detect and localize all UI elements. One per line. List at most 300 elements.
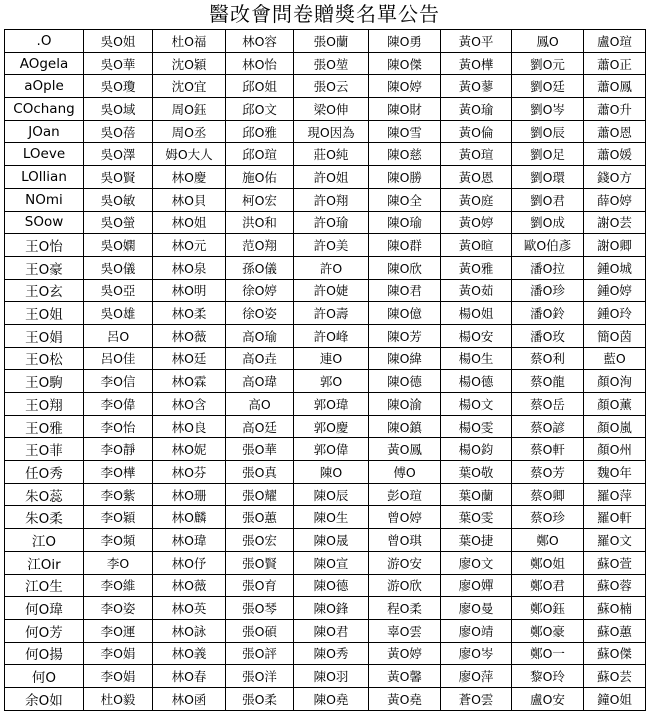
- winner-name-cell: 莊O純: [294, 143, 369, 166]
- winner-name-cell: 李O靜: [84, 438, 153, 461]
- table-row: [5, 256, 646, 279]
- winner-name-cell: 黃O暄: [441, 234, 512, 257]
- winner-name-cell: 姆O大人: [153, 143, 226, 166]
- winner-name-cell: 陳O全: [369, 188, 441, 211]
- table-row: [5, 370, 646, 393]
- winner-name-cell: 陳O瑜: [369, 211, 441, 234]
- winner-name-cell: 劉O廷: [512, 75, 584, 98]
- page-title: 醫改會問卷贈獎名單公告: [209, 2, 440, 26]
- table-row: [5, 597, 646, 620]
- winner-name-cell: 鳳O: [512, 30, 584, 53]
- winner-name-cell: LOeve: [5, 143, 84, 166]
- winner-name-cell: 顏O洵: [584, 370, 646, 393]
- winner-name-cell: 江O: [5, 529, 84, 552]
- winner-name-cell: 張O華: [226, 438, 294, 461]
- winner-name-cell: 邱O姐: [226, 75, 294, 98]
- winner-name-cell: 李O頻: [84, 529, 153, 552]
- winner-name-cell: 施O佑: [226, 166, 294, 189]
- winner-name-cell: 李O娟: [84, 642, 153, 665]
- winner-name-cell: 陳O羽: [294, 665, 369, 688]
- winner-name-cell: 王O怡: [5, 234, 84, 257]
- winner-name-cell: 潘O玫: [512, 324, 584, 347]
- winner-name-cell: 魏O年: [584, 461, 646, 484]
- winner-name-cell: 何O芳: [5, 619, 84, 642]
- winner-name-cell: 葉O雯: [441, 506, 512, 529]
- winner-name-cell: 廖O嬋: [441, 574, 512, 597]
- winner-name-cell: 王O翔: [5, 393, 84, 416]
- winner-name-cell: 陳O慈: [369, 143, 441, 166]
- winner-name-cell: 顏O州: [584, 438, 646, 461]
- table-row: [5, 642, 646, 665]
- winner-name-cell: 劉O足: [512, 143, 584, 166]
- winner-name-cell: 李O運: [84, 619, 153, 642]
- winner-name-cell: 江O生: [5, 574, 84, 597]
- winner-name-cell: 王O豪: [5, 256, 84, 279]
- winner-name-cell: 邱O雅: [226, 120, 294, 143]
- winner-name-cell: 陳O生: [294, 506, 369, 529]
- winner-name-cell: 吳O域: [84, 98, 153, 121]
- table-row: [5, 143, 646, 166]
- winner-name-cell: 李O樺: [84, 461, 153, 484]
- winner-name-cell: 杜O毅: [84, 687, 153, 710]
- winner-name-cell: 張O真: [226, 461, 294, 484]
- winner-name-cell: 鍾O玲: [584, 302, 646, 325]
- winner-name-cell: 蘇O傑: [584, 642, 646, 665]
- winner-name-cell: 徐O姿: [226, 302, 294, 325]
- winner-name-cell: 李O紫: [84, 483, 153, 506]
- winner-name-cell: 楊O文: [441, 393, 512, 416]
- table-row: [5, 665, 646, 688]
- winner-name-cell: 楊O雯: [441, 415, 512, 438]
- winner-name-cell: 林O英: [153, 597, 226, 620]
- winner-name-cell: 朱O柔: [5, 506, 84, 529]
- winner-name-cell: 陳O德: [369, 370, 441, 393]
- winner-name-cell: 曾O琪: [369, 529, 441, 552]
- winner-name-cell: 吳O雄: [84, 302, 153, 325]
- winner-name-cell: 陳O財: [369, 98, 441, 121]
- winner-name-cell: 李O: [84, 551, 153, 574]
- winner-name-cell: 陳O群: [369, 234, 441, 257]
- winner-name-cell: 陳O鎮: [369, 415, 441, 438]
- winner-name-cell: 蕭O媛: [584, 143, 646, 166]
- winner-name-cell: .O: [5, 30, 84, 53]
- winner-name-cell: 張O柔: [226, 687, 294, 710]
- winner-name-cell: 江Oir: [5, 551, 84, 574]
- winner-name-cell: 傅O: [369, 461, 441, 484]
- winner-name-cell: 張O琴: [226, 597, 294, 620]
- winner-name-cell: COchang: [5, 98, 84, 121]
- table-row: [5, 687, 646, 710]
- winner-name-cell: 黃O平: [441, 30, 512, 53]
- winner-name-cell: 林O珊: [153, 483, 226, 506]
- winner-name-cell: 許O美: [294, 234, 369, 257]
- winner-name-cell: 陳O婷: [369, 75, 441, 98]
- winner-name-cell: 簡O茵: [584, 324, 646, 347]
- table-row: [5, 279, 646, 302]
- winner-name-cell: 林O泉: [153, 256, 226, 279]
- winner-name-cell: 范O翔: [226, 234, 294, 257]
- winner-name-cell: 彭O瑄: [369, 483, 441, 506]
- winner-name-cell: 李O姿: [84, 597, 153, 620]
- table-row: [5, 211, 646, 234]
- winner-name-cell: 王O姐: [5, 302, 84, 325]
- winner-name-cell: 林O薇: [153, 324, 226, 347]
- winner-name-cell: 黃O茹: [441, 279, 512, 302]
- table-row: [5, 483, 646, 506]
- winner-name-cell: 劉O成: [512, 211, 584, 234]
- winner-name-cell: 林O慶: [153, 166, 226, 189]
- winner-name-cell: 葉O捷: [441, 529, 512, 552]
- winner-name-cell: 黃O恩: [441, 166, 512, 189]
- winner-name-cell: 陳O宣: [294, 551, 369, 574]
- winner-name-cell: 何O: [5, 665, 84, 688]
- table-row: [5, 52, 646, 75]
- table-row: [5, 302, 646, 325]
- winner-name-cell: 蔡O卿: [512, 483, 584, 506]
- winner-name-cell: 鍾O婷: [584, 279, 646, 302]
- winner-name-cell: 廖O萍: [441, 665, 512, 688]
- winner-name-cell: 陳O傑: [369, 52, 441, 75]
- winner-name-cell: 游O欣: [369, 574, 441, 597]
- winner-name-cell: 王O菲: [5, 438, 84, 461]
- winner-name-cell: 謝O芸: [584, 211, 646, 234]
- winner-name-cell: 蔡O龍: [512, 370, 584, 393]
- winner-name-cell: 蘇O蓉: [584, 574, 646, 597]
- winner-name-cell: 王O雅: [5, 415, 84, 438]
- winner-name-cell: 吳O螢: [84, 211, 153, 234]
- winner-name-cell: 林O含: [153, 393, 226, 416]
- winners-table: [4, 29, 646, 711]
- table-row: [5, 120, 646, 143]
- winner-name-cell: 陳O欣: [369, 256, 441, 279]
- winner-name-cell: 李O怡: [84, 415, 153, 438]
- winner-name-cell: 蘇O蕙: [584, 619, 646, 642]
- winner-name-cell: 吳O嫻: [84, 234, 153, 257]
- winners-table-body: [5, 30, 646, 711]
- winner-name-cell: 陳O堯: [294, 687, 369, 710]
- winner-name-cell: 林O貝: [153, 188, 226, 211]
- winner-name-cell: 林O春: [153, 665, 226, 688]
- table-row: [5, 98, 646, 121]
- winner-name-cell: 張O耀: [226, 483, 294, 506]
- winner-name-cell: 黃O瑜: [441, 98, 512, 121]
- winner-name-cell: 張O堃: [294, 52, 369, 75]
- winner-name-cell: 鄭O: [512, 529, 584, 552]
- winner-name-cell: 林O薇: [153, 574, 226, 597]
- winner-name-cell: 林O義: [153, 642, 226, 665]
- winner-name-cell: 王O駒: [5, 370, 84, 393]
- winner-name-cell: 朱O蕊: [5, 483, 84, 506]
- winner-name-cell: 現O因為: [294, 120, 369, 143]
- winner-name-cell: 黃O瑄: [441, 143, 512, 166]
- winner-name-cell: 蕭O恩: [584, 120, 646, 143]
- winner-name-cell: 鍾O城: [584, 256, 646, 279]
- winner-name-cell: 陳O君: [369, 279, 441, 302]
- table-row: [5, 461, 646, 484]
- winner-name-cell: 高O瑜: [226, 324, 294, 347]
- winner-name-cell: 吳O敏: [84, 188, 153, 211]
- winner-name-cell: 黃O堯: [369, 687, 441, 710]
- winner-name-cell: 許O壽: [294, 302, 369, 325]
- winner-name-cell: 吳O亞: [84, 279, 153, 302]
- winner-name-cell: 游O安: [369, 551, 441, 574]
- winner-name-cell: 楊O生: [441, 347, 512, 370]
- winner-name-cell: 陳O雪: [369, 120, 441, 143]
- winner-name-cell: 程O柔: [369, 597, 441, 620]
- winner-name-cell: 林O函: [153, 687, 226, 710]
- winner-name-cell: 蘇O楠: [584, 597, 646, 620]
- winner-name-cell: 鄭O豪: [512, 619, 584, 642]
- table-row: [5, 347, 646, 370]
- winner-name-cell: 張O蕙: [226, 506, 294, 529]
- winner-name-cell: 陳O渝: [369, 393, 441, 416]
- winner-name-cell: 蔡O岳: [512, 393, 584, 416]
- winner-name-cell: 歐O伯彥: [512, 234, 584, 257]
- winner-name-cell: 任O秀: [5, 461, 84, 484]
- winner-name-cell: 黃O蓼: [441, 75, 512, 98]
- winner-name-cell: 劉O元: [512, 52, 584, 75]
- winner-name-cell: 羅O軒: [584, 506, 646, 529]
- winner-name-cell: 葉O蘭: [441, 483, 512, 506]
- winner-name-cell: 顏O嵐: [584, 415, 646, 438]
- winner-name-cell: 邱O瑄: [226, 143, 294, 166]
- winner-name-cell: 劉O岑: [512, 98, 584, 121]
- winner-name-cell: 陳O: [294, 461, 369, 484]
- winner-name-cell: 高O垚: [226, 347, 294, 370]
- winner-name-cell: 林O麟: [153, 506, 226, 529]
- winner-name-cell: 林O姐: [153, 211, 226, 234]
- winner-name-cell: 陳O緯: [369, 347, 441, 370]
- winner-name-cell: 張O育: [226, 574, 294, 597]
- winner-name-cell: 張O洋: [226, 665, 294, 688]
- winner-name-cell: 楊O鈞: [441, 438, 512, 461]
- winner-name-cell: LOllian: [5, 166, 84, 189]
- winner-name-cell: 周O丞: [153, 120, 226, 143]
- winner-name-cell: 蒼O雲: [441, 687, 512, 710]
- winner-name-cell: 劉O君: [512, 188, 584, 211]
- winner-name-cell: 黃O鳳: [369, 438, 441, 461]
- winner-name-cell: 蕭O鳳: [584, 75, 646, 98]
- winner-name-cell: 廖O文: [441, 551, 512, 574]
- winner-name-cell: 鄭O君: [512, 574, 584, 597]
- winner-name-cell: 許O婕: [294, 279, 369, 302]
- winner-name-cell: 邱O文: [226, 98, 294, 121]
- winner-name-cell: 吳O華: [84, 52, 153, 75]
- winner-name-cell: 廖O岑: [441, 642, 512, 665]
- winner-name-cell: 郭O慶: [294, 415, 369, 438]
- winner-name-cell: 陳O勝: [369, 166, 441, 189]
- winner-name-cell: 沈O穎: [153, 52, 226, 75]
- table-row: [5, 574, 646, 597]
- winner-name-cell: 羅O萍: [584, 483, 646, 506]
- winner-name-cell: 黃O倫: [441, 120, 512, 143]
- winner-name-cell: 李O偉: [84, 393, 153, 416]
- winner-name-cell: 林O瑋: [153, 529, 226, 552]
- winner-name-cell: 林O怡: [226, 52, 294, 75]
- winner-name-cell: 李O娟: [84, 665, 153, 688]
- winner-name-cell: 許O翔: [294, 188, 369, 211]
- winner-name-cell: 連O: [294, 347, 369, 370]
- winner-name-cell: 林O芬: [153, 461, 226, 484]
- winner-name-cell: 余O如: [5, 687, 84, 710]
- winner-name-cell: 李O信: [84, 370, 153, 393]
- winner-name-cell: 高O瑋: [226, 370, 294, 393]
- winner-name-cell: 鐘O姐: [584, 687, 646, 710]
- winner-name-cell: 蔡O軒: [512, 438, 584, 461]
- winner-name-cell: 何O揚: [5, 642, 84, 665]
- winner-name-cell: 蘇O萱: [584, 551, 646, 574]
- winner-name-cell: JOan: [5, 120, 84, 143]
- winner-name-cell: 林O詠: [153, 619, 226, 642]
- winner-name-cell: 盧O瑄: [584, 30, 646, 53]
- winner-name-cell: 鄭O鈺: [512, 597, 584, 620]
- winner-name-cell: 蔡O珍: [512, 506, 584, 529]
- winner-name-cell: 林O柔: [153, 302, 226, 325]
- table-row: [5, 234, 646, 257]
- winner-name-cell: 高O: [226, 393, 294, 416]
- winner-name-cell: 葉O敬: [441, 461, 512, 484]
- winner-name-cell: 張O云: [294, 75, 369, 98]
- winner-name-cell: 羅O文: [584, 529, 646, 552]
- winner-name-cell: 郭O: [294, 370, 369, 393]
- winner-name-cell: 陳O德: [294, 574, 369, 597]
- winner-name-cell: 呂O: [84, 324, 153, 347]
- winner-name-cell: 徐O婷: [226, 279, 294, 302]
- winner-name-cell: 蘇O芸: [584, 665, 646, 688]
- winner-name-cell: 潘O珍: [512, 279, 584, 302]
- table-row: [5, 619, 646, 642]
- winner-name-cell: 潘O鈴: [512, 302, 584, 325]
- winner-name-cell: 王O松: [5, 347, 84, 370]
- winner-name-cell: 吳O儀: [84, 256, 153, 279]
- winner-name-cell: 吳O瓊: [84, 75, 153, 98]
- winner-name-cell: 張O碩: [226, 619, 294, 642]
- winner-name-cell: 吳O姐: [84, 30, 153, 53]
- winner-name-cell: 蕭O升: [584, 98, 646, 121]
- winner-name-cell: 吳O賢: [84, 166, 153, 189]
- winner-name-cell: 張O評: [226, 642, 294, 665]
- table-row: [5, 551, 646, 574]
- winner-name-cell: 謝O卿: [584, 234, 646, 257]
- winner-name-cell: 黃O婷: [369, 642, 441, 665]
- winner-name-cell: 林O妮: [153, 438, 226, 461]
- winner-name-cell: 楊O安: [441, 324, 512, 347]
- table-row: [5, 166, 646, 189]
- winner-name-cell: 許O姐: [294, 166, 369, 189]
- winner-name-cell: 薛O婷: [584, 188, 646, 211]
- winner-name-cell: 曾O婷: [369, 506, 441, 529]
- winner-name-cell: 吳O澤: [84, 143, 153, 166]
- winner-name-cell: 林O霖: [153, 370, 226, 393]
- winner-name-cell: 劉O環: [512, 166, 584, 189]
- winner-name-cell: 黃O雅: [441, 256, 512, 279]
- winner-name-cell: AOgela: [5, 52, 84, 75]
- winner-name-cell: 郭O偉: [294, 438, 369, 461]
- winner-name-cell: 梁O伸: [294, 98, 369, 121]
- winner-name-cell: 廖O靖: [441, 619, 512, 642]
- winner-name-cell: 林O明: [153, 279, 226, 302]
- table-row: [5, 393, 646, 416]
- table-row: [5, 75, 646, 98]
- winner-name-cell: 吳O蓓: [84, 120, 153, 143]
- winner-name-cell: 何O瑋: [5, 597, 84, 620]
- winner-name-cell: aOple: [5, 75, 84, 98]
- winner-name-cell: 洪O和: [226, 211, 294, 234]
- winner-name-cell: 劉O辰: [512, 120, 584, 143]
- winner-name-cell: 許O峰: [294, 324, 369, 347]
- winner-name-cell: 高O廷: [226, 415, 294, 438]
- winner-name-cell: 李O維: [84, 574, 153, 597]
- winner-name-cell: 廖O曼: [441, 597, 512, 620]
- winner-name-cell: 楊O德: [441, 370, 512, 393]
- winner-name-cell: 林O伃: [153, 551, 226, 574]
- winner-name-cell: 黃O婷: [441, 211, 512, 234]
- winner-name-cell: 陳O晟: [294, 529, 369, 552]
- winner-name-cell: 王O玄: [5, 279, 84, 302]
- winner-name-cell: 陳O億: [369, 302, 441, 325]
- winner-name-cell: 黃O庭: [441, 188, 512, 211]
- winner-name-cell: 陳O辰: [294, 483, 369, 506]
- table-row: [5, 506, 646, 529]
- winner-name-cell: 蔡O利: [512, 347, 584, 370]
- winner-name-cell: 辜O雲: [369, 619, 441, 642]
- table-row: [5, 529, 646, 552]
- winner-name-cell: 盧O安: [512, 687, 584, 710]
- winner-name-cell: 張O賢: [226, 551, 294, 574]
- winner-name-cell: 蔡O芳: [512, 461, 584, 484]
- winner-name-cell: 郭O瑋: [294, 393, 369, 416]
- winner-name-cell: 鄭O姐: [512, 551, 584, 574]
- winner-name-cell: 林O元: [153, 234, 226, 257]
- table-row: [5, 30, 646, 53]
- winner-name-cell: 呂O佳: [84, 347, 153, 370]
- winner-name-cell: SOow: [5, 211, 84, 234]
- winner-name-cell: 李O穎: [84, 506, 153, 529]
- winner-name-cell: 王O娟: [5, 324, 84, 347]
- winner-name-cell: 錢O方: [584, 166, 646, 189]
- winner-name-cell: 許O瑜: [294, 211, 369, 234]
- winner-name-cell: 黎O玲: [512, 665, 584, 688]
- winner-name-cell: 蕭O正: [584, 52, 646, 75]
- winner-name-cell: 林O廷: [153, 347, 226, 370]
- winner-name-cell: 張O宏: [226, 529, 294, 552]
- winner-name-cell: 蔡O諺: [512, 415, 584, 438]
- winner-name-cell: 黃O樺: [441, 52, 512, 75]
- winner-name-cell: 林O良: [153, 415, 226, 438]
- winner-name-cell: 柯O宏: [226, 188, 294, 211]
- winner-name-cell: 陳O芳: [369, 324, 441, 347]
- winner-name-cell: 鄭O一: [512, 642, 584, 665]
- winner-name-cell: 孫O儀: [226, 256, 294, 279]
- winner-name-cell: 楊O姐: [441, 302, 512, 325]
- winner-name-cell: 潘O拉: [512, 256, 584, 279]
- table-row: [5, 324, 646, 347]
- winner-name-cell: 藍O: [584, 347, 646, 370]
- winner-name-cell: NOmi: [5, 188, 84, 211]
- winner-name-cell: 黃O馨: [369, 665, 441, 688]
- winner-name-cell: 陳O秀: [294, 642, 369, 665]
- table-row: [5, 188, 646, 211]
- winner-name-cell: 沈O宜: [153, 75, 226, 98]
- winner-name-cell: 陳O君: [294, 619, 369, 642]
- table-row: [5, 415, 646, 438]
- winner-name-cell: 張O蘭: [294, 30, 369, 53]
- winner-name-cell: 許O: [294, 256, 369, 279]
- winner-name-cell: 顏O薰: [584, 393, 646, 416]
- winner-name-cell: 陳O勇: [369, 30, 441, 53]
- winner-name-cell: 陳O鋒: [294, 597, 369, 620]
- winner-name-cell: 林O容: [226, 30, 294, 53]
